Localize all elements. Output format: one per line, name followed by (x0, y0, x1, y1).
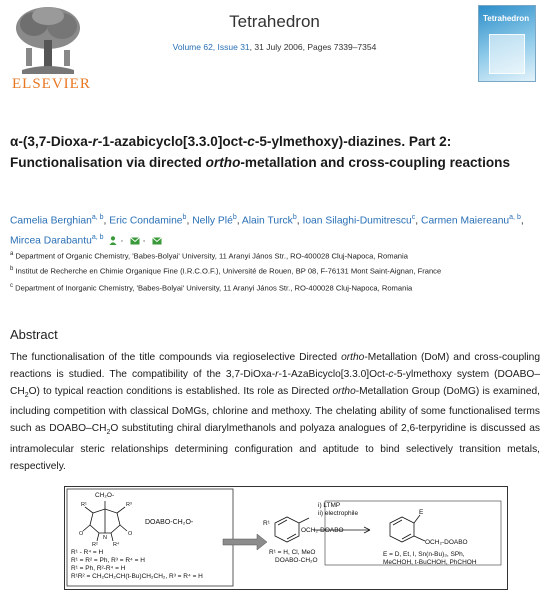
affiliation: $^a$ Department of Organic Chemistry, 'Babes-Bolyai' University, 11 Aranyi János Str., RO-400028 Cluj-Napoca, Romania (10, 251, 408, 261)
publisher-name: ELSEVIER (12, 76, 91, 92)
svg-text:R²: R² (92, 542, 98, 548)
cover-panel (489, 34, 525, 74)
r-substituent-line: R¹ - R⁴ = H (71, 549, 104, 556)
author-link[interactable]: Nelly Plé (192, 215, 233, 227)
article-title: α-(3,7-Dioxa-r-1-azabicyclo[3.3.0]oct-c-5-ylmethoxy)-diazines. Part 2: Functionalisation via directed ortho-metallation and cross-coupling reactions (10, 134, 511, 170)
r-substituent-line: R¹ = Ph, R²-R⁴ = H (71, 565, 126, 572)
product-substituent: OCH₂-DOABO (425, 539, 468, 546)
journal-header (0, 0, 549, 110)
author-link[interactable]: Camelia Berghian (10, 215, 92, 227)
reagent-step-2: ii) electrophile (318, 510, 359, 517)
volume-issue-link[interactable]: Volume 62, Issue 31 (172, 42, 250, 52)
r1-options: R¹ = H, Cl, MeO (269, 549, 316, 556)
e-options-line: MeCHOH, t-BuCHOH, PhCHOH (383, 559, 477, 566)
affiliation: $^c$ Department of Inorganic Chemistry, 'Babes-Bolyai' University, 11 Aranyi János Str., RO-400028 Cluj-Napoca, Romania (10, 283, 413, 293)
journal-title[interactable]: Tetrahedron (229, 12, 320, 31)
author-link[interactable]: Alain Turck (241, 215, 293, 227)
journal-meta (0, 42, 549, 52)
author-link[interactable]: Carmen Maiereanu (421, 215, 510, 227)
svg-text:O: O (79, 531, 84, 537)
date-pages: , 31 July 2006, Pages 7339–7354 (249, 42, 377, 52)
svg-text:R⁴: R⁴ (113, 542, 120, 548)
author-link[interactable]: Ioan Silaghi-Dumitrescu (302, 215, 412, 227)
svg-text:R³: R³ (126, 502, 132, 508)
ch2o-label: CH₂O- (95, 492, 115, 499)
email-icon[interactable] (152, 237, 162, 245)
r-substituent-line: R¹ = R² = Ph, R³ = R⁴ = H (71, 557, 145, 564)
svg-text:R¹: R¹ (81, 502, 87, 508)
graphical-abstract[interactable] (64, 486, 508, 590)
reagent-step-1: i) LTMP (318, 502, 341, 509)
email-icon[interactable] (130, 237, 140, 245)
r-substituent-line: R¹R² = CH₂CH₂CH(t-Bu)CH₂CH₂, R³ = R⁴ = H (71, 573, 203, 580)
author-link[interactable]: Eric Condamine (109, 215, 183, 227)
start-doabo-label: DOABO-CH₂O (275, 557, 318, 564)
journal-cover-thumbnail[interactable] (478, 5, 536, 82)
doabo-label: DOABO-CH₂O- (145, 519, 194, 526)
author-list: Camelia Berghian$^{a, b}$, Eric Condamine$^b$, Nelly Plé$^b$, Alain Turck$^b$, Ioan Silaghi-Dumitrescu$^c$, Carmen Maiereanu$^{a, b}$, Mircea Darabantu$^{a, b}$ · · (10, 214, 524, 247)
r1-label: R¹ (263, 520, 270, 527)
svg-text:N: N (103, 535, 107, 541)
electrophile-e-label: E (419, 509, 424, 516)
affiliation: $^b$ Institut de Recherche en Chimie Organique Fine (I.R.C.O.F.), Université de Rouen, BP 08, F-76131 Mont Saint-Aignan, France (10, 266, 442, 276)
e-options-line: E = D, Et, I, Sn(n-Bu)₃, SPh, (383, 551, 465, 558)
cover-title: Tetrahedron (483, 14, 530, 23)
start-substituent: OCH₂-DOABO (301, 527, 344, 534)
abstract-text: The functionalisation of the title compounds via regioselective Directed ortho-Metallation (DoM) and cross-coupling reactions is studied. The compatibility of the 3,7-DiOxa-r-1-AzaBicyclo[3.3.0]Oct-c-5-ylmethoxy system $(DOABO-CH_2O)$ to typical reaction conditions is established. Its role as Directed ortho-Metallation Group (DoMG) is examined, including competition with classical DoMGs, chlorine and methoxy. The chelating ability of some functionalised terms such as DOABO–$CH_2O$ substituting chiral diarylmethanols and polyaza analogues of 2,6-terpyridine is discussed as intramolecular steric relationships determining configuration and aptitude to bind selectively transition metals, respectively. (10, 352, 540, 472)
svg-text:O: O (128, 531, 133, 537)
author-link[interactable]: Mircea Darabantu (10, 235, 92, 247)
abstract-heading: Abstract (10, 327, 58, 342)
